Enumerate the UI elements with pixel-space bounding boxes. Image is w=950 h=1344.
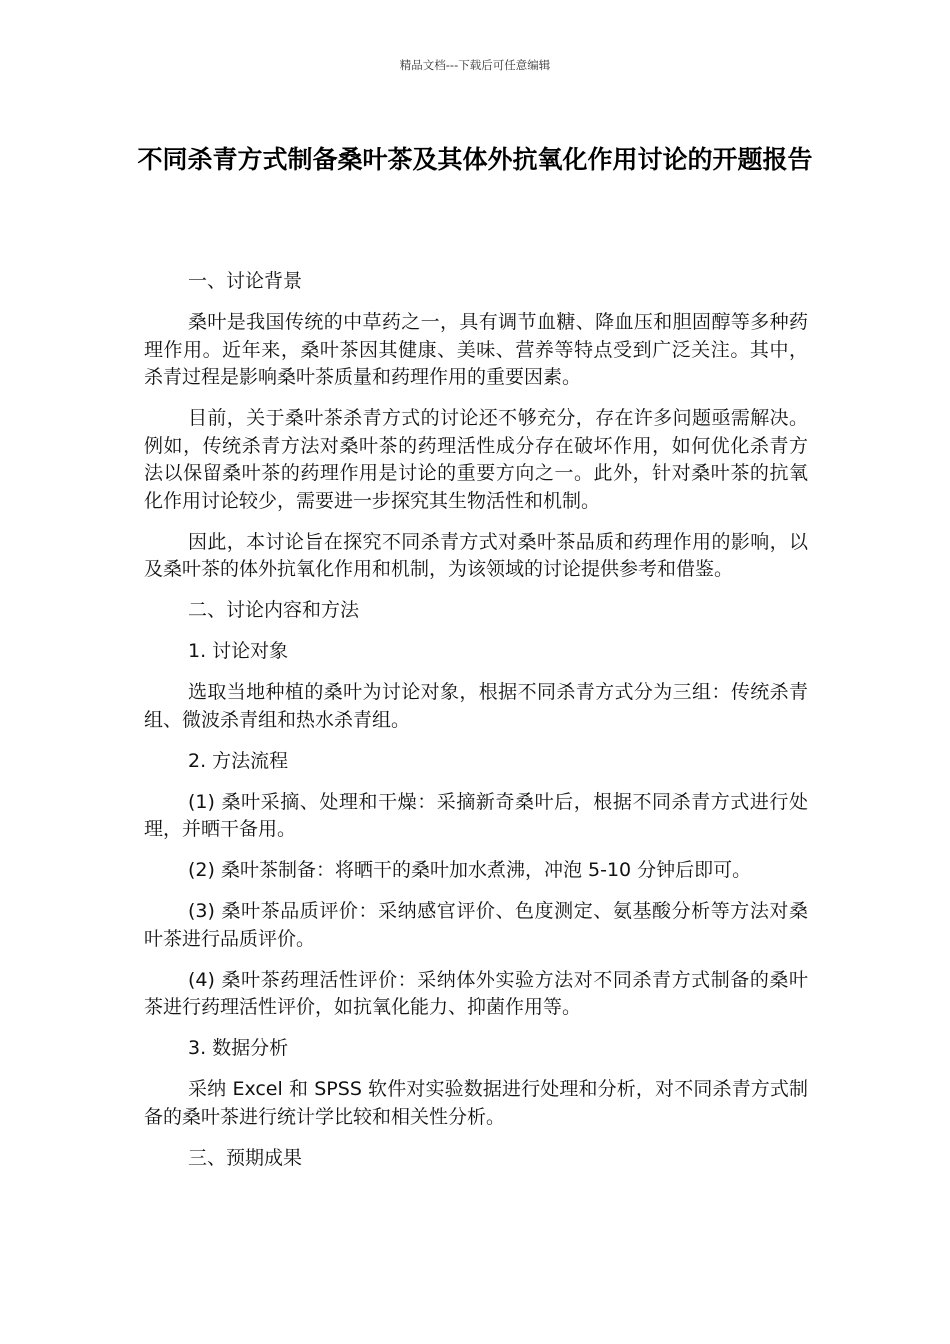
list-item: (3) 桑叶茶品质评价：采纳感官评价、色度测定、氨基酸分析等方法对桑叶茶进行品质评价。 — [144, 900, 808, 950]
paragraph: 目前，关于桑叶茶杀青方式的讨论还不够充分，存在许多问题亟需解决。例如，传统杀青方法对桑叶茶的药理活性成分存在破坏作用，如何优化杀青方法以保留桑叶茶的药理作用是讨论的重要方向之一。此外，针对桑叶茶的抗氧化作用讨论较少，需要进一步探究其生物活性和机制。 — [144, 407, 808, 512]
section-heading-content-methods: 二、讨论内容和方法 — [188, 599, 360, 621]
paragraph: 选取当地种植的桑叶为讨论对象，根据不同杀青方式分为三组：传统杀青组、微波杀青组和热水杀青组。 — [144, 681, 808, 731]
document-body — [144, 268, 808, 1186]
list-item: (4) 桑叶茶药理活性评价：采纳体外实验方法对不同杀青方式制备的桑叶茶进行药理活性评价，如抗氧化能力、抑菌作用等。 — [144, 968, 808, 1018]
paragraph: 因此，本讨论旨在探究不同杀青方式对桑叶茶品质和药理作用的影响，以及桑叶茶的体外抗氧化作用和机制，为该领域的讨论提供参考和借鉴。 — [144, 530, 808, 580]
section-heading-expected-results: 三、预期成果 — [188, 1146, 303, 1169]
list-item: (2) 桑叶茶制备：将晒干的桑叶加水煮沸，冲泡 5-10 分钟后即可。 — [188, 859, 752, 881]
header-note: 精品文档---下载后可任意编辑 — [399, 58, 551, 72]
paragraph: 桑叶是我国传统的中草药之一，具有调节血糖、降血压和胆固醇等多种药理作用。近年来，桑叶茶因其健康、美味、营养等特点受到广泛关注。其中，杀青过程是影响桑叶茶质量和药理作用的重要因素。 — [144, 311, 808, 388]
paragraph: 采纳 Excel 和 SPSS 软件对实验数据进行处理和分析，对不同杀青方式制备的桑叶茶进行统计学比较和相关性分析。 — [144, 1078, 808, 1128]
document-title: 不同杀青方式制备桑叶茶及其体外抗氧化作用讨论的开题报告 — [137, 145, 813, 174]
subheading-data-analysis: 3. 数据分析 — [188, 1037, 289, 1059]
list-item: (1) 桑叶采摘、处理和干燥：采摘新奇桑叶后，根据不同杀青方式进行处理，并晒干备用。 — [144, 790, 808, 840]
subheading-subjects: 1. 讨论对象 — [188, 640, 289, 662]
subheading-process: 2. 方法流程 — [188, 749, 289, 772]
section-heading-background: 一、讨论背景 — [188, 270, 303, 292]
